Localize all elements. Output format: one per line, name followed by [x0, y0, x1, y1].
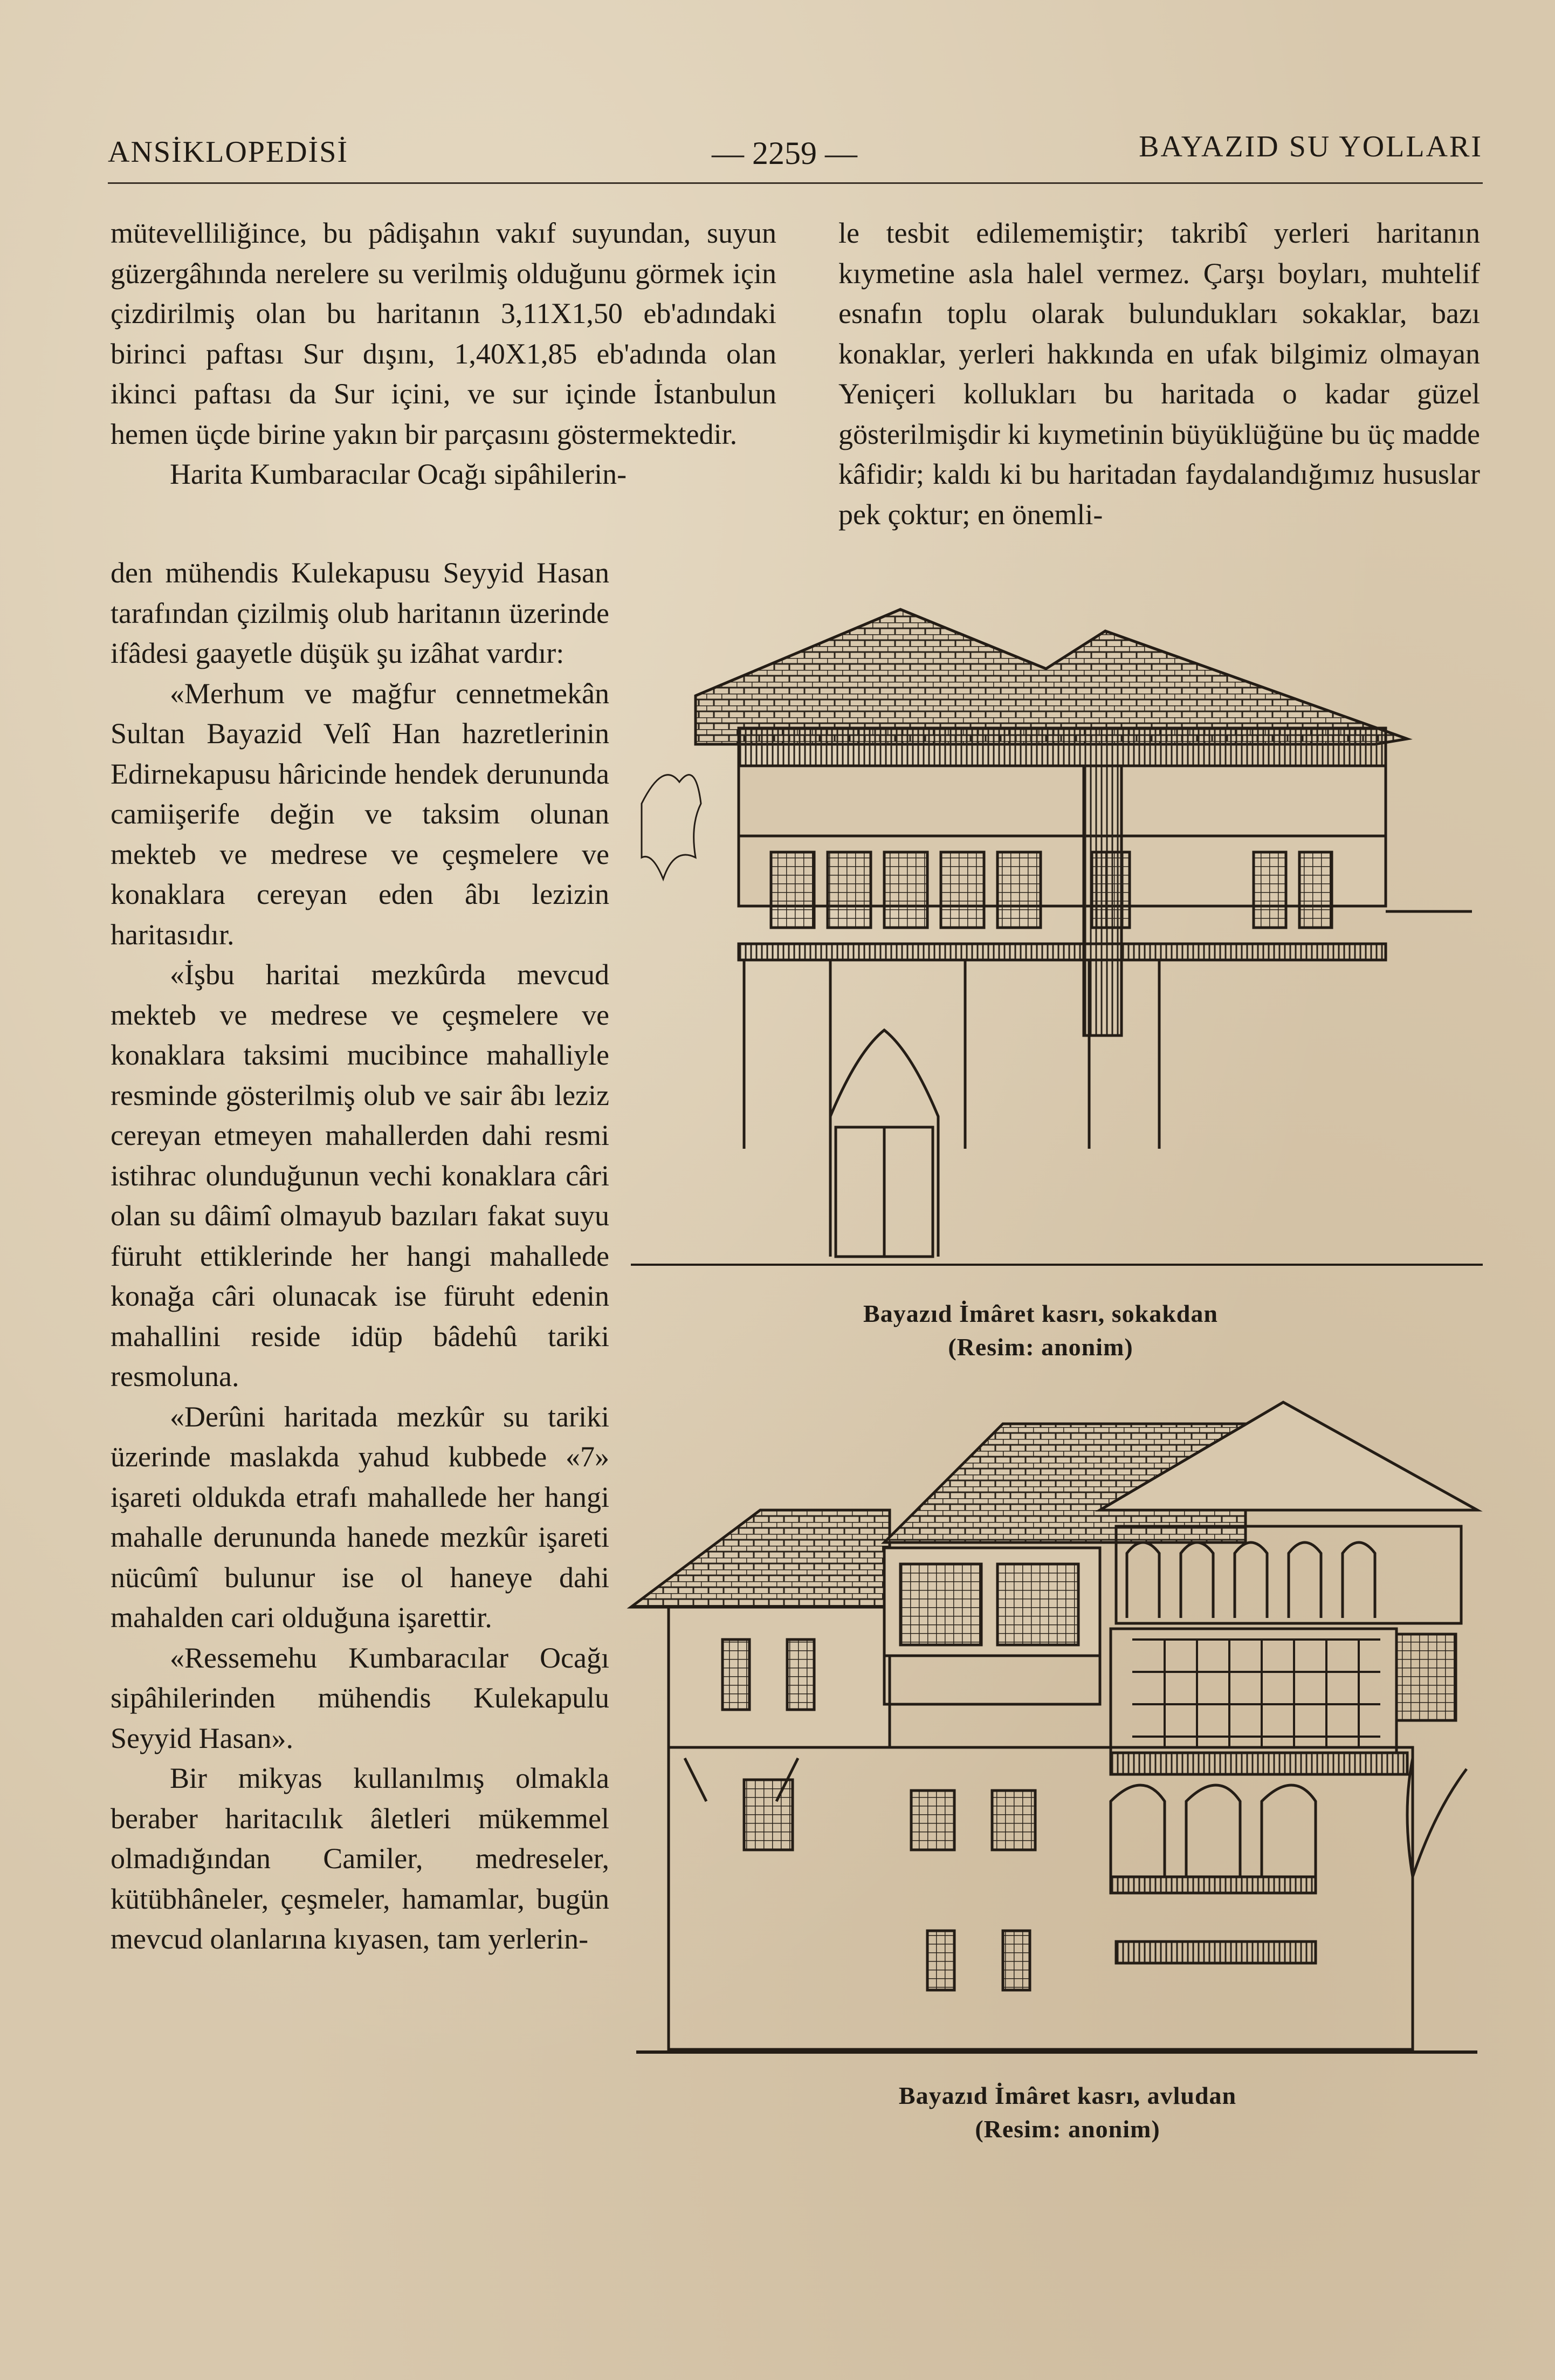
paragraph-mikyas: Bir mikyas kullanılmış olmakla beraber haritacılık âletleri mükemmel olmadığından Camiler, medreseler, kütübhâneler, çeşmeler, hamamlar, bugün mevcud olanlarına kıyasen, tam yerlerin-	[111, 1762, 609, 1955]
header-rule	[108, 182, 1483, 184]
figure-1-caption-title: Bayazıd İmâret kasrı, sokakdan	[863, 1300, 1218, 1327]
paragraph-ressam: «Ressemehu Kumbaracılar Ocağı sipâhilerinden mühendis Kulekapulu Seyyid Hasan».	[111, 1641, 609, 1754]
header-article-title: BAYAZID SU YOLLARI	[1139, 130, 1483, 163]
left-column-top	[111, 213, 776, 495]
left-column-narrow	[111, 553, 609, 1959]
figure-1-caption-credit: (Resim: anonim)	[948, 1333, 1133, 1361]
figure-2-caption-block	[771, 2079, 1364, 2146]
figure-2-caption-title: Bayazıd İmâret kasrı, avludan	[898, 2082, 1237, 2109]
figure-2-caption-credit: (Resim: anonim)	[975, 2115, 1160, 2143]
page-number: — 2259 —	[712, 135, 857, 171]
figure-1-caption	[744, 1297, 1337, 1364]
right-column-top	[838, 213, 1480, 534]
figure-kasr-courtyard-view	[625, 1391, 1488, 2071]
paragraph-tesbit: le tesbit edilememiştir; takribî yerleri haritanın kıymetine asla halel vermez. Çarşı boyları, muhtelif esnafın toplu olarak bulundukları sokaklar, bazı konaklar, yerleri hakkında en ufak bilgimiz olmayan Yeniçeri kollukları bu haritada o kadar güzel gösterilmişdir ki kıymetinin büyüklüğüne bu üç madde kâfidir; kaldı ki bu haritadan faydalandığımız hususlar pek çoktur; en önemli-	[838, 217, 1480, 531]
figure-kasr-street-view	[631, 599, 1483, 1273]
paragraph-intro: mütevelliliğince, bu pâdişahın vakıf suyundan, suyun güzergâhında nerelere su verilmiş olduğunu görmek için çizdirilmiş olan bu haritanın 3,11X1,50 eb'adındaki birinci paftası Sur dışını, 1,40X1,85 eb'adında olan ikinci paftası da Sur içini, ve sur içinde İstanbulun hemen üçde birine yakın bir parçasını göstermektedir.	[111, 217, 776, 450]
running-header	[108, 129, 1483, 178]
paragraph-merhum: «Merhum ve mağfur cennetmekân Sultan Bayazid Velî Han hazretlerinin Edirnekapusu hâricinde hendek derununda camiişerife değin ve taksim olunan mekteb ve medrese ve çeşmelere ve konaklara cereyan eden âbı lezizin haritasıdır.	[111, 677, 609, 951]
header-encyclopedia-title: ANSİKLOPEDİSİ	[108, 135, 348, 169]
paragraph-deruni: «Derûni haritada mezkûr su tariki üzerinde maslakda yahud kubbede «7» işareti oldukda etrafı mahallede her hangi mahalle derununda hanede mezkûr işareti nücûmî bulunur ise ol haneye dahi mahalden cari olduğuna işarettir.	[111, 1400, 609, 1634]
kasr-courtyard-drawing	[625, 1391, 1488, 2071]
paragraph-harita-first-line: Harita Kumbaracılar Ocağı sipâhilerin-	[170, 458, 627, 490]
paragraph-isbu: «İşbu haritai mezkûrda mevcud mekteb ve medrese ve çeşmelere ve konaklara taksimi mucibince mahalliyle resminde gösterilmiş olub ve sair âbı leziz cereyan etmeyen mahallerden dahi resmi istihrac olunduğunun vechi konaklara câri olan su dâimî olmayub bazıları fakat suyu füruht ettiklerinde her hangi mahallede konağa câri olunacak ise füruht edenin mahallini reside idüp bâdehû tariki resmoluna.	[111, 958, 609, 1393]
kasr-street-drawing	[631, 599, 1483, 1273]
paragraph-harita: den mühendis Kulekapusu Seyyid Hasan tarafından çizilmiş olub haritanın üzerinde ifâdesi gaayetle düşük şu izâhat vardır:	[111, 557, 609, 669]
